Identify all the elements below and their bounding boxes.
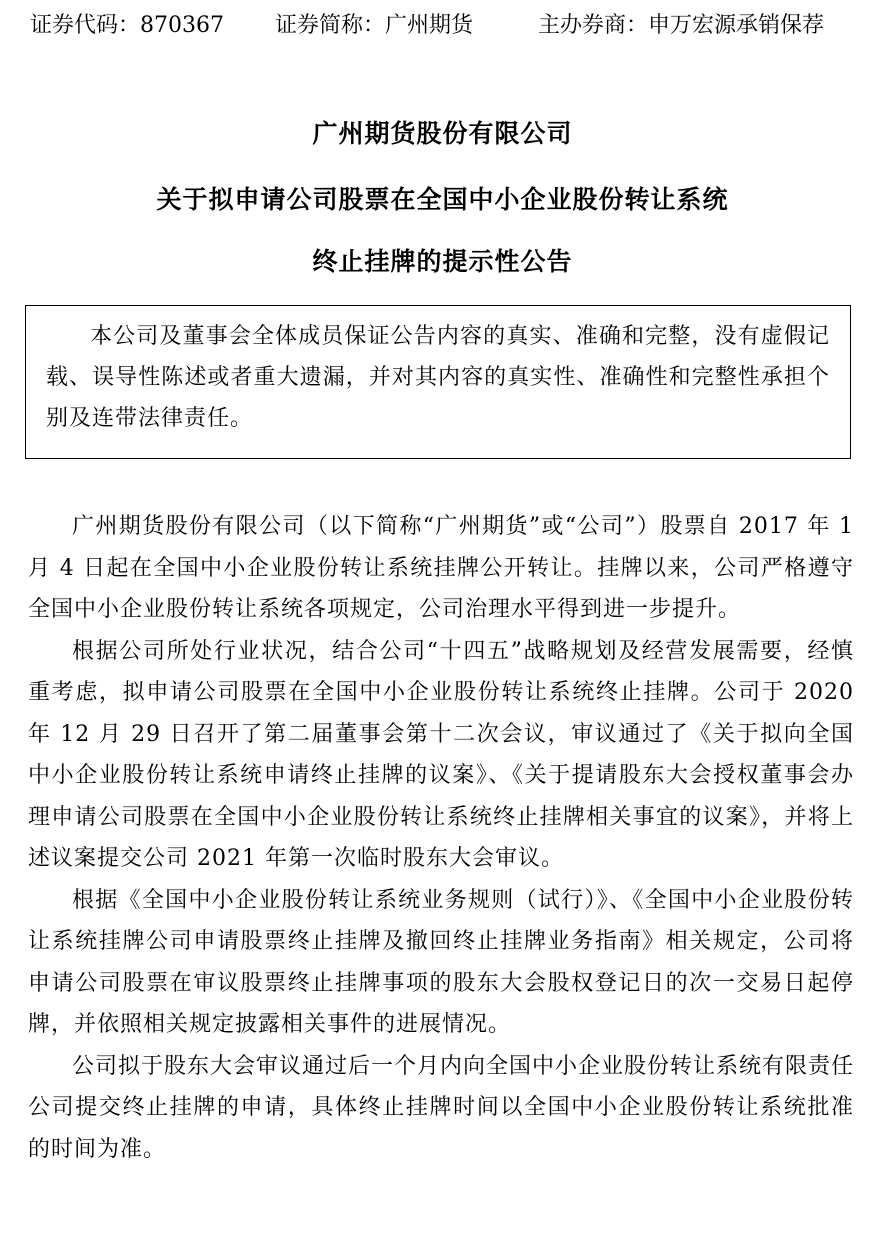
paragraph-suspension: 根据《全国中小企业股份转让系统业务规则（试行）》、《全国中小企业股份转让系统挂牌公司申请股票终止挂牌及撤回终止挂牌业务指南》相关规定，公司将申请公司股票在审议股票终止挂牌事项的股东大会股权登记日的次一交易日起停牌，并依照相关规定披露相关事件的进展情况。 bbox=[28, 887, 854, 1037]
sponsor-broker: 主办券商：申万宏源承销保荐 bbox=[538, 13, 825, 38]
stock-abbreviation: 证券简称：广州期货 bbox=[275, 13, 474, 38]
announcement-body bbox=[28, 506, 854, 1170]
title-subject: 关于拟申请公司股票在全国中小企业股份转让系统 bbox=[156, 185, 729, 214]
paragraph-application: 公司拟于股东大会审议通过后一个月内向全国中小企业股份转让系统有限责任公司提交终止挂牌的申请，具体终止挂牌时间以全国中小企业股份转让系统批准的时间为准。 bbox=[28, 1053, 855, 1162]
paragraph-listing-history: 广州期货股份有限公司（以下简称“广州期货”或“公司”）股票自 2017 年 1 月 4 日起在全国中小企业股份转让系统挂牌公开转让。挂牌以来，公司严格遵守全国中小企业股份转让系统各项规定，公司治理水平得到进一步提升。 bbox=[28, 514, 854, 622]
title-notice-type: 终止挂牌的提示性公告 bbox=[312, 247, 573, 276]
paragraph-board-resolution: 根据公司所处行业状况，结合公司“十四五”战略规划及经营发展需要，经慎重考虑，拟申请公司股票在全国中小企业股份转让系统终止挂牌。公司于 2020 年 12 月 29 日召开了第二届董事会第十二次会议，审议通过了《关于拟向全国中小企业股份转让系统申请终止挂牌的议案》、《关于提请股东大会授权董事会办理申请公司股票在全国中小企业股份转让系统终止挂牌相关事宜的议案》，并将上述议案提交公司 2021 年第一次临时股东大会审议。 bbox=[28, 638, 854, 871]
stock-code: 证券代码：870367 bbox=[30, 13, 224, 38]
board-guarantee-notice: 本公司及董事会全体成员保证公告内容的真实、准确和完整，没有虚假记载、误导性陈述或者重大遗漏，并对其内容的真实性、准确性和完整性承担个别及连带法律责任。 bbox=[25, 305, 851, 459]
title-company: 广州期货股份有限公司 bbox=[312, 119, 573, 148]
